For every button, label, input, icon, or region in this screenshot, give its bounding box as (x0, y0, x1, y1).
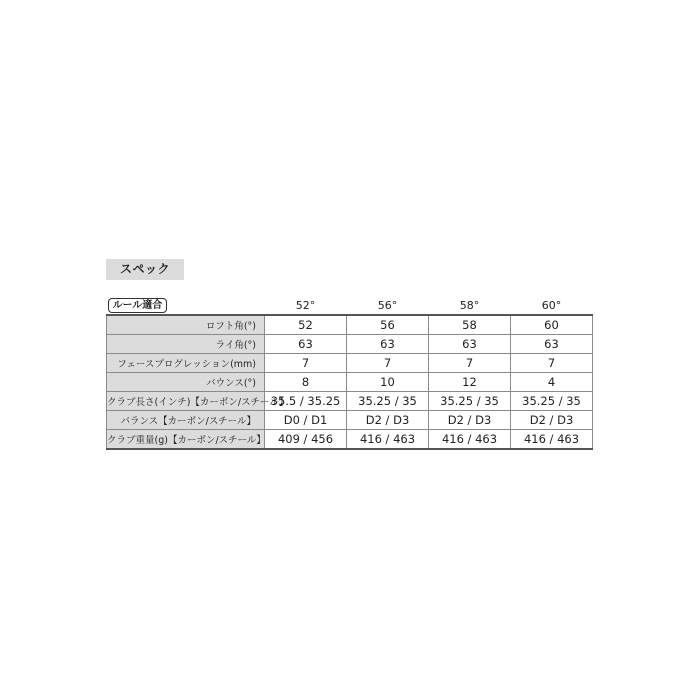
table-cell: D2 / D3 (347, 411, 429, 430)
table-cell: 4 (511, 373, 593, 392)
table-cell: D0 / D1 (265, 411, 347, 430)
table-cell: 416 / 463 (511, 430, 593, 450)
table-cell: 35.25 / 35 (429, 392, 511, 411)
table-cell: 409 / 456 (265, 430, 347, 450)
table-cell: 63 (429, 335, 511, 354)
table-cell: 35.25 / 35 (347, 392, 429, 411)
table-cell: 56 (347, 315, 429, 335)
table-cell: 10 (347, 373, 429, 392)
table-row (107, 335, 593, 354)
column-header: 52° (295, 299, 316, 312)
table-cell: 63 (265, 335, 347, 354)
table-header-row (107, 297, 593, 315)
row-label: バウンス(°) (107, 373, 265, 392)
table-row (107, 392, 593, 411)
table-cell: 7 (511, 354, 593, 373)
table-cell: 7 (429, 354, 511, 373)
table-cell: 52 (265, 315, 347, 335)
table-cell: 63 (511, 335, 593, 354)
table-cell: 416 / 463 (347, 430, 429, 450)
table-cell: 58 (429, 315, 511, 335)
table-cell: 63 (347, 335, 429, 354)
rule-conformity-badge: ルール適合 (108, 298, 168, 313)
row-label: クラブ重量(g)【カーボン/スチール】 (107, 430, 265, 450)
row-label: フェースプログレッション(mm) (107, 354, 265, 373)
spec-table (106, 297, 593, 450)
table-row (107, 373, 593, 392)
table-cell: 7 (347, 354, 429, 373)
table-row (107, 430, 593, 450)
column-header: 58° (459, 299, 480, 312)
table-cell: 12 (429, 373, 511, 392)
rule-cell (107, 297, 265, 315)
table-cell: D2 / D3 (429, 411, 511, 430)
table-row (107, 354, 593, 373)
column-header: 56° (377, 299, 398, 312)
row-label: バランス【カーボン/スチール】 (107, 411, 265, 430)
row-label: ライ角(°) (107, 335, 265, 354)
table-row (107, 315, 593, 335)
table-cell: 8 (265, 373, 347, 392)
table-cell: 35.5 / 35.25 (265, 392, 347, 411)
row-label: クラブ長さ(インチ)【カーボン/スチール】 (107, 392, 265, 411)
table-cell: 416 / 463 (429, 430, 511, 450)
table-cell: 35.25 / 35 (511, 392, 593, 411)
column-header: 60° (541, 299, 562, 312)
table-cell: 60 (511, 315, 593, 335)
row-label: ロフト角(°) (107, 315, 265, 335)
table-row (107, 411, 593, 430)
table-cell: D2 / D3 (511, 411, 593, 430)
section-title-spec: スペック (106, 259, 184, 280)
table-cell: 7 (265, 354, 347, 373)
